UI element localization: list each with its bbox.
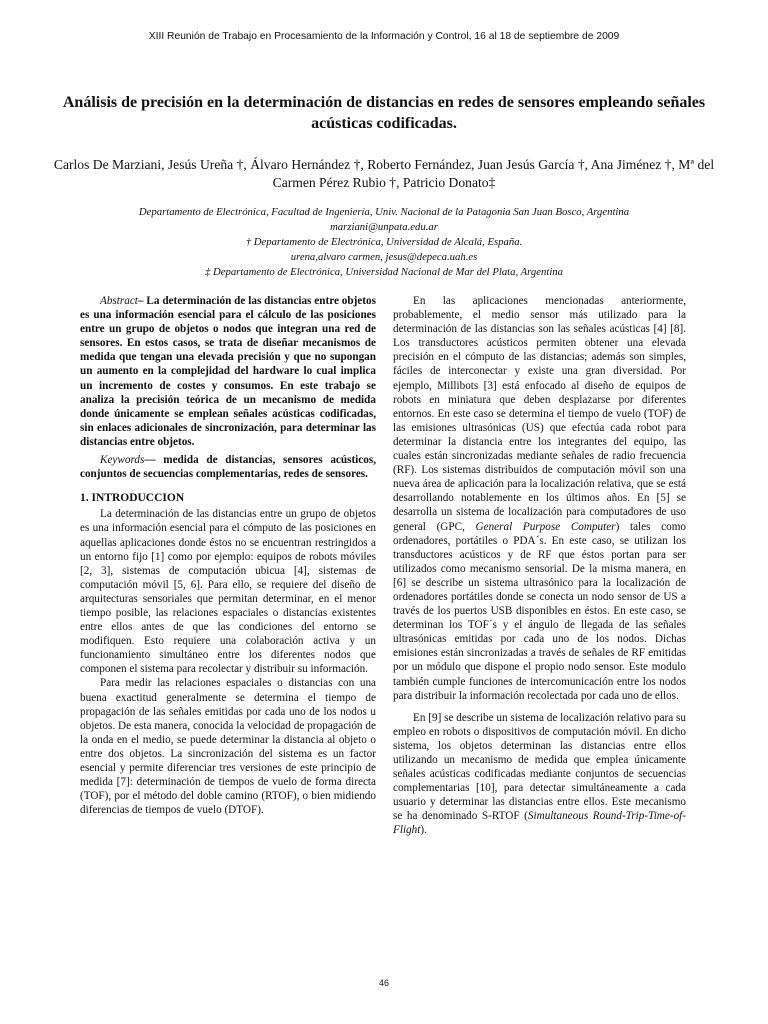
affiliation-line: † Departamento de Electrónica, Universidad de Alcalá, España. [245,236,523,248]
abstract-label: Abstract [100,295,138,307]
left-column [80,294,376,817]
keywords-dash: — [144,454,164,467]
affiliation-line: ‡ Departamento de Electrónica, Universidad Nacional de Mar del Plata, Argentina [205,266,563,278]
right-paragraph-1 [393,294,686,703]
text-run: ) tales como ordenadores, portátiles o PDA´s. En este caso, se utilizan los transductores acústicos y de RF que éstos portan para ser utilizados como mecanismo sensorial. De la misma manera, en [6] se describe un sistema ultrasónico para la localización de ordenadores portátiles donde se conecta un nodo sensor de US a través de los puertos USB disponibles en éstos. En este caso, se determinan los TOF´s y el ángulo de llegada de las señales ultrasónicas emitidas por cada uno de los nodos. Dichas emisiones están sincronizadas a través de señales de RF emitidas por un módulo que dispone el propio nodo sensor. Este modulo también cumple funciones de intercomunicación entre los nodos para distribuir la información recolectada por cada uno de ellos. [393,520,686,702]
emphasis-text: Simultaneous Round-Trip-Time-of-Flight [393,810,687,837]
text-run: ). [420,824,427,837]
abstract [80,294,376,449]
intro-paragraph-1: La determinación de las distancias entre un grupo de objetos es una información esencial para el cómputo de las posiciones en aquellas aplicaciones donde éstos no se encuentran restringidos a un entorno fijo [1] como por ejemplo: equipos de robots móviles [2, 3], sistemas de computación ubicua [4], sistemas de computación móvil [5, 6]. Para ello, se requiere del diseño de arquitecturas sensoriales que permitan determinar, en el menor tiempo posible, las relaciones espaciales o distancias existentes entre ellos antes de que las condiciones del entorno se modifiquen. Esto requiere una colaboración activa y un funcionamiento simultáneo entre los diferentes nodos que componen el sistema para recolectar y distribuir su información. [80,508,376,676]
affiliation-email: marziani@unpata.edu.ar [330,221,438,233]
affiliation-email: urena,alvaro carmen, jesus@depeca.uah.es [290,251,478,263]
emphasis-text: General Purpose Computer [475,520,616,533]
text-run: En las aplicaciones mencionadas anteriormente, probablemente, el medio sensor más utilizado para la determinación de las distancias son las señales acústicas [4] [8]. Los transductores acústicos permiten obtener una elevada precisión en el cómputo de las distancias; además son simples, fáciles de interconectar y existe una gran diversidad. Por ejemplo, Millibots [3] está enfocado al diseño de equipos de robots en miniatura que deben desplazarse por diferentes entornos. En este caso se determina el tiempo de vuelo (TOF) de las emisiones ultrasónicas (US) que efectúa cada robot para determinar la distancia entre los integrantes del equipo, las cuales están sincronizadas mediante señales de radio frecuencia (RF). Los sistemas distribuidos de computación móvil son una nueva área de aplicación para la localización relativa, que se está desarrollando notablemente en los últimos años. En [5] se desarrolla un sistema de localización para computadores de uso general (GPC, [393,295,686,533]
abstract-text: La determinación de las distancias entre objetos es una información esencial para el cálculo de las posiciones entre un grupo de objetos o nodos que integran una red de sensores. En estos casos, se trata de diseñar mecanismos de medida que tengan una elevada precisión y que no supongan un aumento en la complejidad del hardware lo cual implica un incremento de costes y consumos. En este trabajo se analiza la precisión teórica de un mecanismo de medida donde únicamente se emplean señales acústicas codificadas, sin enlaces adicionales de sincronización, para determinar las distancias entre objetos. [80,295,376,448]
abstract-dash: – [137,295,147,307]
text-run: En [9] se describe un sistema de localización relativo para su empleo en robots o dispositivos de computación móvil. En dicho sistema, los objetos determinan las distancias entre ellos utilizando un mecanismo de medida que emplea únicamente señales acústicas codificadas mediante conjuntos de secuencias complementarias [10], para detectar simultáneamente a cada usuario y determinar las distancias entre ellos. Este mecanismo se ha denominado S-RTOF ( [393,711,686,823]
author-list: Carlos De Marziani, Jesús Ureña †, Álvaro Hernández †, Roberto Fernández, Juan Jesús García †, Ana Jiménez †, Mª del Carmen Pérez Rubio †, Patricio Donato‡ [53,157,715,190]
right-paragraph-2 [393,711,686,838]
keywords [80,453,376,481]
running-header: XIII Reunión de Trabajo en Procesamiento de la Información y Control, 16 al 18 de septiembre de 2009 [148,31,620,42]
paper-title: Análisis de precisión en la determinación de distancias en redes de sensores empleando señales acústicas codificadas. [62,94,706,132]
affiliation-line: Departamento de Electrónica, Facultad de Ingeniería, Univ. Nacional de la Patagonia San Juan Bosco, Argentina [138,206,630,218]
right-column [393,294,686,838]
keywords-label: Keywords [100,454,145,467]
intro-paragraph-2: Para medir las relaciones espaciales o distancias con una buena exactitud generalmente se determina el tiempo de propagación de las señales emitidas por cada uno de los nodos u objetos. De esta manera, conocida la velocidad de propagación de la onda en el medio, se puede determinar la distancia al objeto o entre dos objetos. La sincronización del sistema es un factor esencial y permite diferenciar tres versiones de este principio de medida [7]: determinación de tiempos de vuelo de forma directa (TOF), por el método del doble camino (RTOF), o bien midiendo diferencias de tiempos de vuelo (DTOF). [80,677,376,817]
section-heading: 1. INTRODUCCION [80,492,185,505]
page-number: 46 [378,978,389,988]
keywords-text: medida de distancias, sensores acústicos, conjuntos de secuencias complementarias, redes de sensores. [80,454,376,481]
affiliations [40,205,728,280]
